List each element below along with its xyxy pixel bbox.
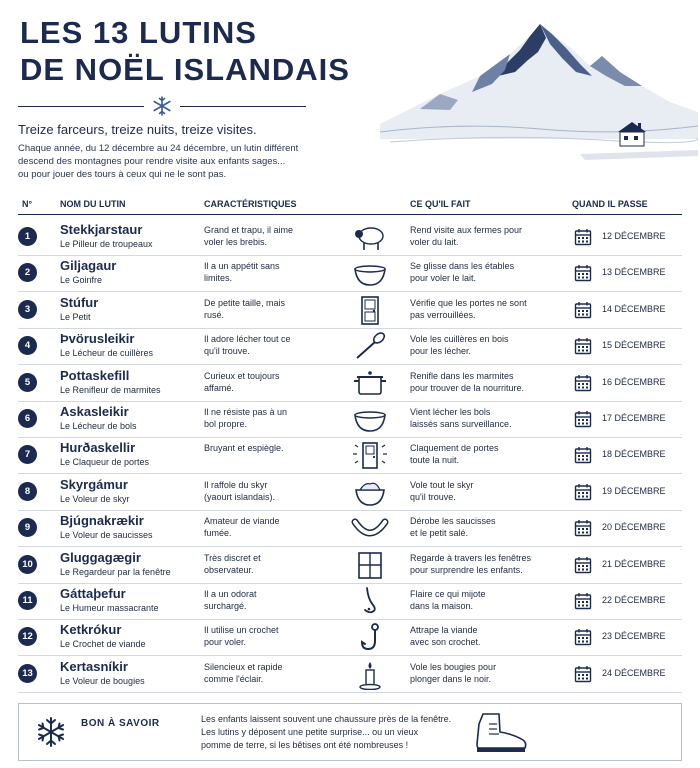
lutin-traits: Il adore lécher tout ce qu'il trouve. [204, 334, 291, 357]
intro-text: Chaque année, du 12 décembre au 24 décembre, un lutin différent descend des montagnes pour rendre visite aux enfants sages... ou pour jouer des tours à ceux qui ne le sont pas. [18, 143, 299, 180]
lutin-nickname: Le Lécheur de bols [60, 421, 137, 431]
lutin-nickname: Le Voleur de saucisses [60, 530, 153, 541]
lutin-nickname: Le Goinfre [60, 275, 103, 286]
snowflake-icon [35, 716, 67, 748]
table-row [18, 219, 682, 256]
calendar-icon [574, 374, 592, 392]
calendar-icon [574, 483, 592, 501]
row-number-badge: 7 [18, 445, 37, 464]
visit-date: 14 DÉCEMBRE [602, 303, 666, 314]
table-row [18, 328, 682, 365]
lutin-name: Kertasníkir [60, 658, 128, 674]
visit-date: 23 DÉCEMBRE [602, 631, 666, 642]
table-row [18, 619, 682, 656]
lutin-action: Claquement de portes toute la nuit. [410, 443, 499, 466]
calendar-icon [574, 337, 592, 355]
lutin-traits: De petite taille, mais rusé. [204, 297, 286, 320]
lutin-action: Dérobe les saucisses et le petit salé. [410, 516, 496, 539]
lutin-action: Vérifie que les portes ne sont pas verrouillées. [410, 297, 527, 320]
tip-title: BON À SAVOIR [81, 718, 160, 729]
row-number-badge: 9 [18, 518, 37, 537]
nose-icon [351, 585, 389, 617]
calendar-icon [574, 556, 592, 574]
title-line-2: DE NOËL ISLANDAIS [20, 52, 350, 87]
table-row [18, 437, 682, 474]
lutin-traits: Curieux et toujours affamé. [204, 370, 280, 393]
col-name: NOM DU LUTIN [60, 199, 126, 209]
lutin-nickname: Le Pilleur de troupeaux [60, 239, 153, 249]
row-number-badge: 10 [18, 555, 37, 574]
row-number-badge: 12 [18, 627, 37, 646]
table-row [18, 365, 682, 402]
col-action: CE QU'IL FAIT [410, 199, 471, 209]
visit-date: 24 DÉCEMBRE [602, 667, 666, 678]
visit-date: 20 DÉCEMBRE [602, 522, 666, 533]
table-row [18, 292, 682, 329]
visit-date: 18 DÉCEMBRE [602, 449, 666, 460]
visit-date: 19 DÉCEMBRE [602, 485, 666, 496]
table-row [18, 583, 682, 620]
lutin-traits: Bruyant et espiègle. [204, 443, 284, 454]
lutin-nickname: Le Renifleur de marmites [60, 384, 161, 395]
lutin-nickname: Le Regardeur par la fenêtre [60, 566, 171, 577]
lutin-name: Pottaskefill [60, 367, 130, 383]
visit-date: 17 DÉCEMBRE [602, 413, 666, 423]
bowl-icon [351, 403, 389, 435]
lutin-name: Stekkjarstaur [60, 222, 143, 237]
tip-box [18, 703, 682, 761]
lutin-name: Hurðaskellir [60, 440, 136, 456]
visit-date: 22 DÉCEMBRE [602, 595, 666, 605]
title-divider-left [18, 106, 144, 107]
lutin-action: Regarde à travers les fenêtres pour surprendre les enfants. [410, 552, 532, 575]
lutin-traits: Il utilise un crochet pour voler. [204, 625, 279, 648]
row-number-badge: 1 [18, 227, 37, 246]
title-line-1: LES 13 LUTINS [20, 15, 257, 50]
lutin-traits: Il ne résiste pas à un bol propre. [204, 407, 288, 429]
lutin-action: Renifle dans les marmites pour trouver de la nourriture. [410, 370, 525, 393]
lutin-traits: Très discret et observateur. [204, 552, 261, 575]
row-number-badge: 6 [18, 409, 37, 428]
lutin-name: Stúfur [60, 294, 99, 310]
visit-date: 12 DÉCEMBRE [602, 231, 666, 241]
subtitle: Treize farceurs, treize nuits, treize visites. [18, 122, 257, 137]
calendar-icon [574, 628, 592, 646]
lutin-traits: Grand et trapu, il aime voler les brebis. [204, 225, 294, 247]
calendar-icon [574, 264, 592, 282]
col-traits: CARACTÉRISTIQUES [204, 199, 297, 209]
table-row [18, 510, 682, 547]
lutin-name: Bjúgnakrækir [60, 513, 144, 529]
visit-date: 13 DÉCEMBRE [602, 267, 666, 278]
lutin-action: Rend visite aux fermes pour voler du lait. [410, 225, 523, 247]
row-number-badge: 4 [18, 336, 37, 355]
door-icon [351, 294, 389, 326]
lutin-traits: Silencieux et rapide comme l'éclair. [204, 661, 283, 684]
lutin-nickname: Le Voleur de skyr [60, 493, 130, 504]
row-number-badge: 3 [18, 300, 37, 319]
table-row [18, 656, 682, 693]
lutin-nickname: Le Claqueur de portes [60, 457, 150, 468]
lutin-action: Vole les bougies pour plonger dans le noir. [410, 661, 497, 684]
page-title [20, 14, 350, 88]
calendar-icon [574, 446, 592, 464]
header-rule [18, 214, 682, 215]
window-icon [351, 549, 389, 581]
mountain-illustration [380, 14, 698, 174]
calendar-icon [574, 519, 592, 537]
lutin-action: Attrape la viande avec son crochet. [410, 625, 481, 648]
visit-date: 16 DÉCEMBRE [602, 376, 666, 387]
table-row [18, 474, 682, 511]
calendar-icon [574, 665, 592, 683]
lutin-nickname: Le Crochet de viande [60, 639, 146, 650]
tip-text: Les enfants laissent souvent une chaussure près de la fenêtre. Les lutins y déposent une petite surprise... ou un vieux pomme de terre, si les bêtises ont été nombreuses ! [201, 714, 452, 750]
lutin-nickname: Le Humeur massacrante [60, 603, 159, 613]
snowflake-icon [152, 96, 172, 116]
visit-date: 15 DÉCEMBRE [602, 340, 666, 351]
row-number-badge: 13 [18, 664, 37, 683]
shoe-icon [469, 710, 531, 756]
calendar-icon [574, 592, 592, 610]
lutin-name: Skyrgámur [60, 476, 128, 492]
bowl-icon [351, 257, 389, 289]
calendar-icon [574, 301, 592, 319]
pot-icon [351, 367, 389, 399]
lutin-nickname: Le Lécheur de cuillères [60, 348, 154, 359]
sheep-icon [351, 221, 389, 253]
calendar-icon [574, 410, 592, 428]
lutin-action: Flaire ce qui mijote dans la maison. [410, 589, 486, 611]
lutin-traits: Il a un odorat surchargé. [204, 589, 257, 611]
table-row [18, 255, 682, 292]
row-number-badge: 8 [18, 482, 37, 501]
hook-icon [351, 621, 389, 653]
candle-icon [351, 658, 389, 690]
col-date: QUAND IL PASSE [572, 199, 648, 209]
table-row [18, 547, 682, 584]
lutin-action: Vole les cuillères en bois pour les lécher. [410, 334, 509, 357]
slamming-door-icon [351, 439, 389, 471]
lutin-action: Vole tout le skyr qu'il trouve. [410, 479, 474, 502]
lutin-name: Gáttaþefur [60, 586, 126, 601]
spoon-icon [351, 330, 389, 362]
col-num: N° [22, 199, 33, 209]
visit-date: 21 DÉCEMBRE [602, 558, 666, 569]
table-row [18, 401, 682, 438]
lutin-name: Askasleikir [60, 404, 129, 419]
lutin-name: Ketkrókur [60, 622, 122, 638]
lutin-traits: Amateur de viande fumée. [204, 516, 280, 539]
lutin-traits: Il raffole du skyr (yaourt islandais). [204, 479, 276, 502]
lutin-action: Vient lécher les bols laissés sans surveillance. [410, 407, 512, 429]
table-header [0, 195, 700, 215]
lutin-name: Þvörusleikir [60, 331, 135, 347]
lutin-action: Se glisse dans les étables pour voler le lait. [410, 261, 515, 284]
title-divider-right [180, 106, 306, 107]
lutin-nickname: Le Petit [60, 311, 91, 322]
row-number-badge: 2 [18, 263, 37, 282]
skyr-bowl-icon [351, 476, 389, 508]
lutin-name: Giljagaur [60, 258, 117, 274]
lutin-traits: Il a un appétit sans limites. [204, 261, 280, 284]
row-number-badge: 11 [18, 591, 37, 610]
sausage-icon [351, 512, 389, 544]
calendar-icon [574, 228, 592, 246]
lutin-name: Gluggagægir [60, 549, 141, 565]
lutin-nickname: Le Voleur de bougies [60, 675, 145, 686]
row-number-badge: 5 [18, 373, 37, 392]
